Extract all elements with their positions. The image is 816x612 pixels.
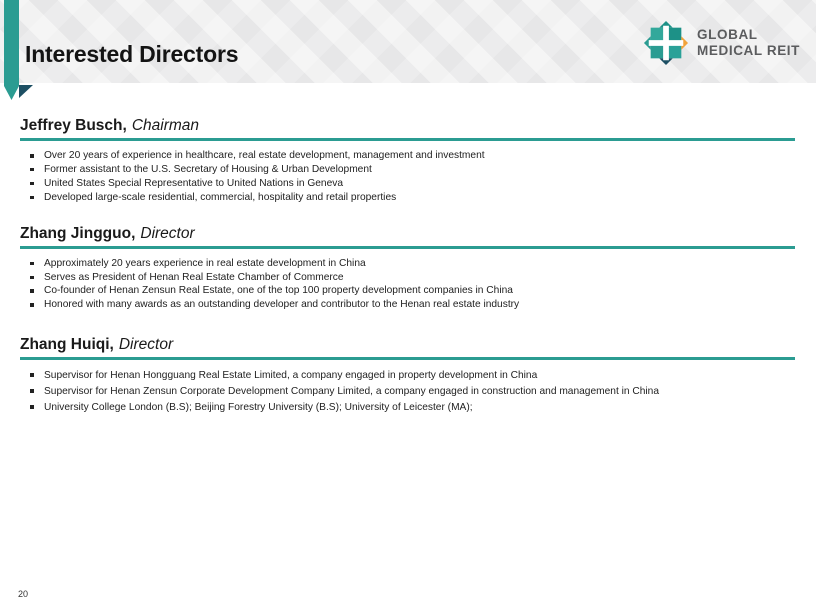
director-section-jingguo bbox=[20, 225, 795, 313]
page-title: Interested Directors bbox=[25, 41, 239, 67]
director-heading bbox=[20, 225, 795, 249]
logo-line1: GLOBAL bbox=[697, 27, 758, 43]
bullet-list bbox=[20, 368, 795, 416]
bullet-item: Approximately 20 years experience in real estate development in China bbox=[20, 257, 795, 271]
director-heading bbox=[20, 117, 795, 141]
bullet-item: Developed large-scale residential, commercial, hospitality and retail properties bbox=[20, 191, 795, 205]
bullet-list bbox=[20, 149, 795, 205]
slide-body bbox=[0, 83, 816, 416]
bullet-item: Supervisor for Henan Zensun Corporate Development Company Limited, a company engaged in construction and management in China bbox=[20, 384, 795, 400]
director-role: Director bbox=[118, 336, 174, 354]
company-logo-text bbox=[697, 27, 800, 59]
director-section-busch bbox=[20, 117, 795, 205]
page-number: 20 bbox=[18, 589, 29, 599]
bullet-item: Honored with many awards as an outstanding developer and contributor to the Henan real estate industry bbox=[20, 298, 795, 312]
bullet-item: University College London (B.S); Beijing Forestry University (B.S); University of Leicester (MA); bbox=[20, 400, 795, 416]
bullet-item: Co-founder of Henan Zensun Real Estate, one of the top 100 property development companies in China bbox=[20, 284, 795, 298]
bullet-item: Former assistant to the U.S. Secretary of Housing & Urban Development bbox=[20, 163, 795, 177]
company-logo bbox=[643, 20, 800, 66]
director-name: Zhang Jingguo, bbox=[20, 224, 136, 242]
director-role: Chairman bbox=[131, 117, 200, 134]
director-name: Zhang Huiqi, bbox=[20, 336, 114, 354]
bullet-item: Serves as President of Henan Real Estate Chamber of Commerce bbox=[20, 271, 795, 285]
director-name: Jeffrey Busch, bbox=[20, 117, 127, 134]
bullet-item: Supervisor for Henan Hongguang Real Estate Limited, a company engaged in property development in China bbox=[20, 368, 795, 384]
director-heading bbox=[20, 336, 795, 360]
bullet-item: United States Special Representative to United Nations in Geneva bbox=[20, 177, 795, 191]
director-role: Director bbox=[140, 224, 195, 242]
logo-line2: MEDICAL REIT bbox=[697, 43, 800, 58]
medical-cross-logo-icon bbox=[643, 20, 689, 66]
director-section-huiqi bbox=[20, 336, 795, 416]
bullet-list bbox=[20, 257, 795, 313]
bullet-item: Over 20 years of experience in healthcare, real estate development, management and investment bbox=[20, 149, 795, 163]
